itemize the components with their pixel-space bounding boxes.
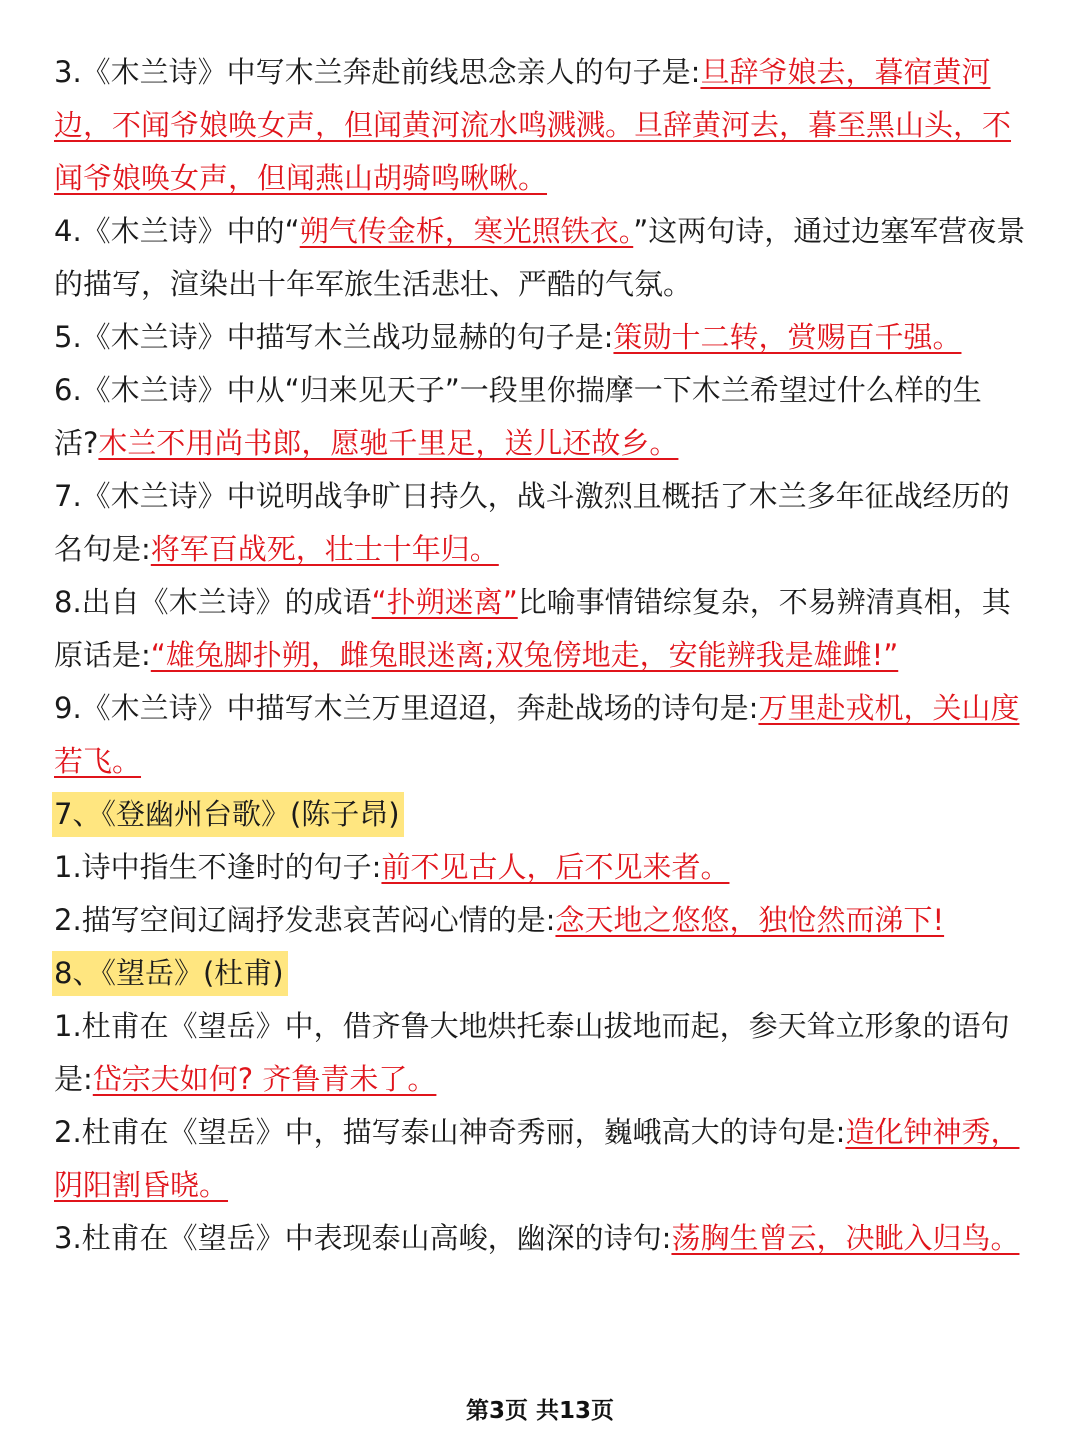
list-item xyxy=(54,1212,1026,1265)
question-text: 3.《木兰诗》中写木兰奔赴前线思念亲人的句子是: xyxy=(54,55,701,89)
list-item xyxy=(54,682,1026,788)
answer-text: 朔气传金柝，寒光照铁衣。 xyxy=(299,214,634,248)
list-item xyxy=(54,46,1026,205)
question-text: 2.杜甫在《望岳》中，描写泰山神奇秀丽，巍峨高大的诗句是: xyxy=(54,1115,846,1149)
question-text: 5.《木兰诗》中描写木兰战功显赫的句子是: xyxy=(54,320,614,354)
question-text: 3.杜甫在《望岳》中表现泰山高峻，幽深的诗句: xyxy=(54,1221,672,1255)
answer-text: “扑朔迷离” xyxy=(371,585,518,619)
question-text: 8.出自《木兰诗》的成语 xyxy=(54,585,372,619)
section-heading: 8、《望岳》(杜甫) xyxy=(52,951,288,996)
answer-text: 木兰不用尚书郎，愿驰千里足，送儿还故乡。 xyxy=(98,426,679,460)
list-item xyxy=(54,576,1026,682)
question-text: 1.诗中指生不逢时的句子: xyxy=(54,850,382,884)
answer-text: 造化钟神秀，阴阳割昏晓。 xyxy=(54,1115,1020,1202)
answer-text: 旦辞爷娘去，暮宿黄河边，不闻爷娘唤女声，但闻黄河流水鸣溅溅。旦辞黄河去，暮至黑山头，不闻爷娘唤女声，但闻燕山胡骑鸣啾啾。 xyxy=(54,55,1012,195)
question-text: 9.《木兰诗》中描写木兰万里迢迢，奔赴战场的诗句是: xyxy=(54,691,759,725)
answer-text: 念天地之悠悠，独怆然而涕下! xyxy=(555,903,945,937)
page-number: 第3页 共13页 xyxy=(465,1398,615,1424)
question-text: 比喻事情错综复杂，不易辨清真相，其原话是: xyxy=(54,585,1011,672)
list-item xyxy=(54,470,1026,576)
question-text: ”这两句诗，通过边塞军营夜景的描写，渲染出十年军旅生活悲壮、严酷的气氛。 xyxy=(54,214,1026,301)
list-item xyxy=(54,205,1026,311)
page-content xyxy=(54,46,1026,1265)
question-text: 6.《木兰诗》中从“归来见天子”一段里你揣摩一下木兰希望过什么样的生活? xyxy=(54,373,982,460)
answer-text: 万里赴戎机，关山度若飞。 xyxy=(54,691,1020,778)
section-heading: 7、《登幽州台歌》(陈子昂) xyxy=(52,792,404,837)
list-item xyxy=(54,1106,1026,1212)
answer-text: “雄兔脚扑朔，雌兔眼迷离;双兔傍地走，安能辨我是雄雌!” xyxy=(150,638,899,672)
question-text: 7.《木兰诗》中说明战争旷日持久，战斗激烈且概括了木兰多年征战经历的名句是: xyxy=(54,479,1010,566)
answer-text: 荡胸生曾云，决眦入归鸟。 xyxy=(671,1221,1020,1255)
answer-text: 前不见古人，后不见来者。 xyxy=(381,850,730,884)
answer-text: 将军百战死，壮士十年归。 xyxy=(150,532,499,566)
question-text: 1.杜甫在《望岳》中，借齐鲁大地烘托泰山拔地而起，参天耸立形象的语句是: xyxy=(54,1009,1010,1096)
list-item xyxy=(54,841,1026,894)
list-item xyxy=(54,1000,1026,1106)
list-item xyxy=(54,364,1026,470)
list-item xyxy=(54,311,1026,364)
answer-text: 岱宗夫如何? 齐鲁青未了。 xyxy=(92,1062,437,1096)
question-text: 2.描写空间辽阔抒发悲哀苦闷心情的是: xyxy=(54,903,556,937)
question-text: 4.《木兰诗》中的“ xyxy=(54,214,300,248)
answer-text: 策勋十二转，赏赐百千强。 xyxy=(613,320,962,354)
list-item xyxy=(54,894,1026,947)
